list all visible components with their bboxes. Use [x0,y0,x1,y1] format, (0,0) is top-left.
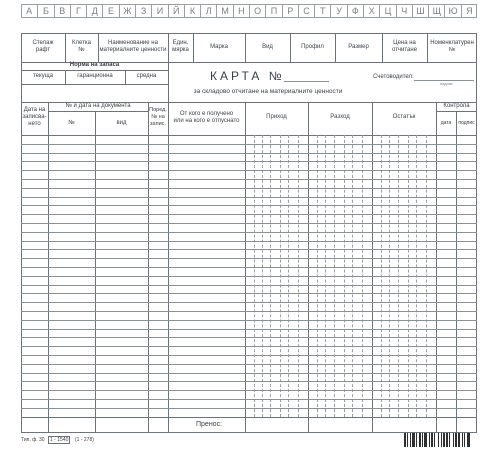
divider [21,84,168,85]
podpis-caption: подпис [440,81,454,86]
alphabet-letter: О [249,4,265,18]
alphabet-letter: Г [70,4,86,18]
th-ot-kogo: От кого е получено или на кого е отпуснато [173,111,240,124]
alphabet-letter: И [151,4,167,18]
label-razmer: Размер [348,44,369,50]
th-ostatak: Остатък [392,114,416,120]
th-kontrola-podpis: подпис [458,120,475,126]
alphabet-letter: В [54,4,70,18]
footer-code1: 1 - 1540 [50,437,69,443]
alphabet-letter: Р [282,4,298,18]
footer-tip-f: Тип. ф. 30 [21,437,45,443]
table-row-line [21,153,477,154]
barcode-bar [407,433,408,447]
table-row-line [21,390,477,391]
alphabet-letter: К [184,4,200,18]
alphabet-letter: Ж [119,4,135,18]
alphabet-letter: Й [168,4,184,18]
card-number-line [284,81,329,82]
table-row-line [21,346,477,347]
prenos-line [21,417,477,418]
alphabet-letter: П [265,4,281,18]
barcode [404,433,476,447]
table-row-line [21,320,477,321]
label-vid: Вид [262,44,273,50]
table-row-line [21,205,477,206]
table-row-line [21,329,477,330]
th-kontrola-data: дата [440,120,452,126]
barcode-bar [422,433,423,447]
barcode-bar [438,433,439,447]
th-nomer-data-dokumenta: № и дата на документа [65,103,131,109]
table-row-line [21,232,477,233]
barcode-bar [464,433,465,447]
barcode-bar [431,433,433,447]
table-row-line [21,249,477,250]
alphabet-letter: Ч [396,4,412,18]
th-nomer: № [68,120,75,126]
table-row-line [21,179,477,180]
table-row-line [21,188,477,189]
table-row-line [21,241,477,242]
schetovoditel-label: Счетоводител: [373,74,414,80]
barcode-bar [412,433,415,447]
table-row-line [21,381,477,382]
table-row-line [21,214,477,215]
alphabet-letter: Я [461,4,477,18]
norma-sredna: средна [136,73,157,79]
divider [48,111,148,112]
label-edin-myarka: Един. мярка [172,40,189,53]
table-row-line [21,258,477,259]
table-row-line [21,197,477,198]
barcode-bar [467,433,470,447]
alphabet-letter: Н [233,4,249,18]
barcode-bar [449,433,450,447]
alphabet-letter: Ц [379,4,395,18]
table-row-line [21,311,477,312]
barcode-bar [419,433,421,447]
table-row-line [21,223,477,224]
th-data-zapisvane: Дата на записва- нето [22,107,47,127]
barcode-bar [443,433,445,447]
label-nomenklaturen: Номенклатурен № [430,40,474,53]
table-row-line [21,161,477,162]
table-row-line [21,373,477,374]
barcode-bar [434,433,435,447]
barcode-bar [429,433,430,447]
th-vid: вид [116,120,127,126]
label-profil: Профил [301,44,324,50]
barcode-bar [453,433,454,447]
alphabet-letter: А [26,6,33,16]
alphabet-letter: Л [200,4,216,18]
table-row-line [21,302,477,303]
table-row-line [21,355,477,356]
alphabet-letter: Е [102,4,118,18]
table-row-line [21,293,477,294]
barcode-bar [455,433,457,447]
th-poreden: Поред. № на запис. [149,107,167,127]
th-kontrola: Контрола [443,103,470,109]
label-naimenovanie: Наименование на материалните ценности [99,40,167,53]
table-row-line [21,170,477,171]
barcode-bar [441,433,442,447]
table-row-line [21,337,477,338]
barcode-bar [424,433,427,447]
alphabet-letter: Ш [412,4,428,18]
barcode-bar [404,433,406,447]
alphabet-letter: М [216,4,232,18]
alphabet-letter: Х [363,4,379,18]
table-row-line [21,285,477,286]
alphabet-letter: Д [86,4,102,18]
card-subtitle: за складово отчитане на материалните ценности [193,88,343,95]
prenos-label: Пренос: [196,421,223,428]
norma-tekushta: текуща [33,73,53,79]
table-row-line [21,144,477,145]
alphabet-letter: С [298,4,314,18]
alphabet-letter: Ю [444,4,460,18]
table-row-line [21,364,477,365]
norma-garantsionna: гаранционна [77,73,113,79]
table-row-line [21,408,477,409]
divider [168,62,169,102]
alphabet-letter: Ф [347,4,363,18]
table-row-line [21,267,477,268]
barcode-bar [416,433,417,447]
th-prihod: Приход [266,114,287,120]
label-kletka: Клетка № [72,40,91,53]
alphabet-letter: Б [37,4,53,18]
alphabet-letter: Т [314,4,330,18]
footer-code2: (1 - 278) [75,437,94,443]
alphabet-letter: З [135,4,151,18]
card-title: КАРТА № [210,69,285,83]
th-razhod: Разход [330,114,350,120]
label-tsena: Цена на отчитане [391,40,418,53]
divider [21,70,168,71]
barcode-bar [410,433,411,447]
alphabet-letter: У [330,4,346,18]
label-marka: Марка [210,44,228,50]
barcode-bar [446,433,448,447]
table-row-line [21,399,477,400]
barcode-bar [458,433,460,447]
norma-title: Норма на запаса [69,62,120,68]
alphabet-letter: Щ [428,4,444,18]
barcode-bar [462,433,463,447]
table-row-line [21,276,477,277]
label-stelazh: Стелаж рафт [32,40,54,53]
